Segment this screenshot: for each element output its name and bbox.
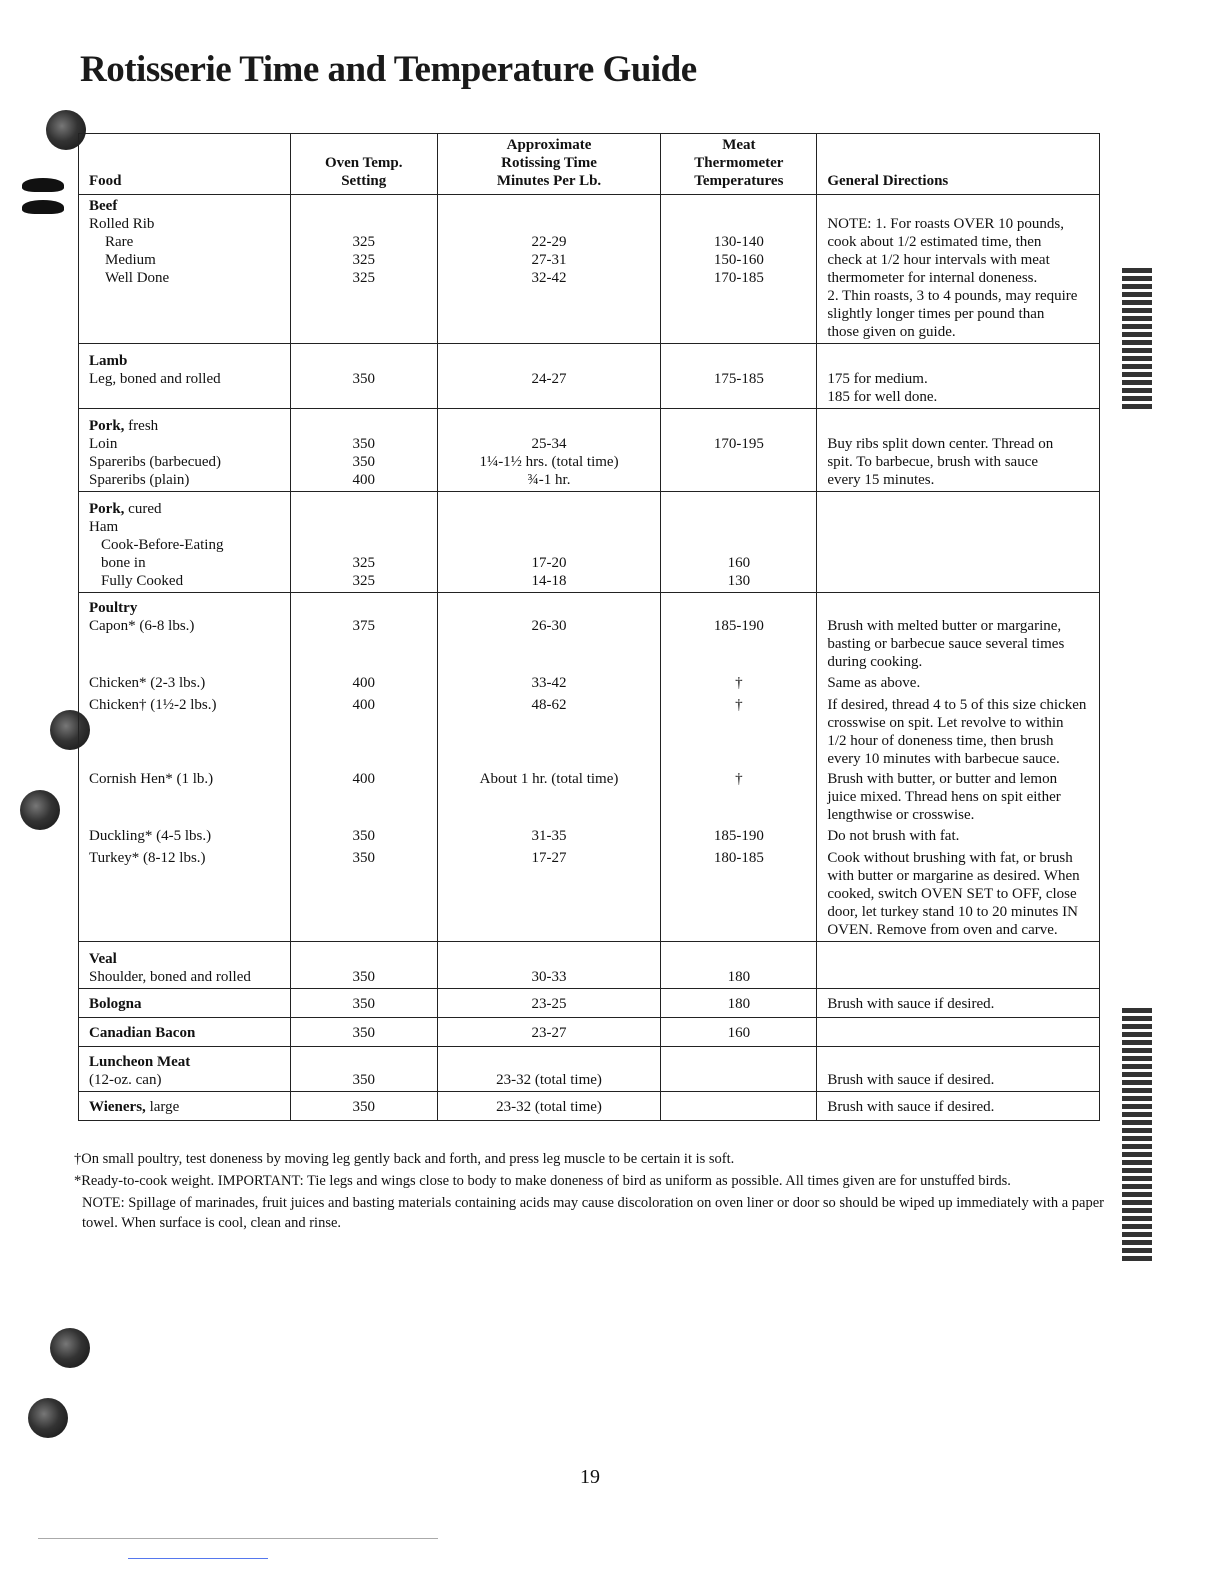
- table-row-wieners: Wieners, large 350 23-32 (total time) Brush with sauce if desired.: [79, 1092, 1100, 1121]
- food-item: Spareribs (barbecued): [89, 454, 222, 470]
- directions-cell: Brush with sauce if desired.: [817, 1047, 1100, 1092]
- food-cell: [79, 942, 291, 989]
- page-title: Rotisserie Time and Temperature Guide: [80, 49, 697, 90]
- food-item: Well Done: [105, 270, 170, 286]
- section-title: Veal: [89, 951, 117, 967]
- food-item: Capon* (6-8 lbs.): [89, 618, 195, 634]
- table-row-beef: [79, 195, 1100, 344]
- table-row-pork-cured: Pork, cured Ham Cook-Before-Eating bone in Fully Cooked 325 325 17-20 14-18 160 130: [79, 492, 1100, 593]
- food-item: Cornish Hen* (1 lb.): [89, 771, 214, 787]
- margin-scan-marks: [1122, 268, 1152, 412]
- food-item: Shoulder, boned and rolled: [89, 969, 251, 985]
- section-title: Pork, cured: [89, 501, 162, 517]
- directions-cell: Brush with sauce if desired.: [817, 1092, 1100, 1121]
- food-item: Loin: [89, 436, 118, 452]
- time-cell: 22-29 27-31 32-42: [437, 195, 661, 344]
- rotisserie-guide-table: [78, 133, 1100, 1121]
- section-title: Poultry: [89, 600, 138, 616]
- footnote-dagger: †On small poultry, test doneness by moving leg gently back and forth, and press leg muscle to be certain it is soft.: [74, 1151, 735, 1167]
- directions-cell: 175 for medium. 185 for well done.: [817, 344, 1100, 409]
- food-item: bone in: [101, 555, 146, 571]
- table-row-bologna: Bologna 350 23-25 180 Brush with sauce if desired.: [79, 989, 1100, 1018]
- directions-cell: Buy ribs split down center. Thread on spit. To barbecue, brush with sauce every 15 minutes.: [817, 409, 1100, 492]
- directions-cell: [817, 1018, 1100, 1047]
- header-meat-thermometer: Meat Thermometer Temperatures: [661, 134, 817, 195]
- divider: [128, 1558, 268, 1559]
- binder-hole-icon: [28, 1398, 68, 1438]
- table-row-lamb: Lamb Leg, boned and rolled 350 24-27 175-185 175 for medium. 185 for well done.: [79, 344, 1100, 409]
- food-item: Duckling* (4-5 lbs.): [89, 828, 212, 844]
- header-general-directions: General Directions: [817, 134, 1100, 195]
- section-title: Luncheon Meat: [89, 1054, 191, 1070]
- table-row-veal: Veal Shoulder, boned and rolled 350 30-33 180: [79, 942, 1100, 989]
- section-title: Pork, fresh: [89, 418, 159, 434]
- page-number: 19: [580, 1466, 600, 1488]
- section-title: Canadian Bacon: [79, 1018, 291, 1047]
- directions-cell: [817, 942, 1100, 989]
- section-title: Bologna: [79, 989, 291, 1018]
- directions-cell: NOTE: 1. For roasts OVER 10 pounds, cook about 1/2 estimated time, then check at 1/2 hour intervals with meat thermometer for internal doneness. 2. Thin roasts, 3 to 4 pounds, may require slightly longer times per pound than those given on guide.: [817, 195, 1100, 344]
- food-item: Rare: [105, 234, 134, 250]
- food-subtitle: Ham: [89, 519, 119, 535]
- divider: [38, 1538, 438, 1539]
- directions-cell: [817, 492, 1100, 593]
- section-title: Lamb: [89, 353, 128, 369]
- footnote-note: NOTE: Spillage of marinades, fruit juices and basting materials containing acids may cause discoloration on oven liner or door so should be wiped up immediately with a paper towel. When surface is cool, clean and rinse.: [82, 1195, 1104, 1231]
- table-row-poultry: Poultry Capon* (6-8 lbs.) Chicken* (2-3 lbs.) Chicken† (1½-2 lbs.) Cornish Hen* (1 lb.) Duckling* (4-5 lbs.) Turkey* (8-12 lbs.) 375 400 400 400 350 350 26-30 33-42 48-62 About 1 hr. (total time) 31-35 17-27 185-190 † † † 185-190 180-185 Brush with melted butter or margarine, basting or barbecue sauce several times during cooking. Same as above. If desired, thread 4 to 5 of this size chicken crosswise on spit. Let revolve to within 1/2 hour of doneness time, then brush every 10 minutes with barbecue sauce. Brush with butter, or butter and lemon juice mixed. Thread hens on spit either lengthwise or crosswise. Do not brush with fat. Cook without brushing with fat, or brush with butter or margarine as desired. When cooked, switch OVEN SET to OFF, close door, let turkey stand 10 to 20 minutes IN OVEN. Remove from oven and carve.: [79, 593, 1100, 942]
- food-subtitle: Cook-Before-Eating: [101, 537, 224, 553]
- directions-cell: Brush with sauce if desired.: [817, 989, 1100, 1018]
- footnote-star: *Ready-to-cook weight. IMPORTANT: Tie legs and wings close to body to make doneness of bird as uniform as possible. All times given are for unstuffed birds.: [74, 1173, 1011, 1189]
- table-row-canadian-bacon: Canadian Bacon 350 23-27 160: [79, 1018, 1100, 1047]
- food-cell: [79, 409, 291, 492]
- section-title: Beef: [89, 198, 118, 214]
- meat-temp-cell: 130-140 150-160 170-185: [661, 195, 817, 344]
- table-header-row: [79, 134, 1100, 195]
- food-subtitle: Rolled Rib: [89, 216, 155, 232]
- food-item: (12-oz. can): [89, 1072, 162, 1088]
- binder-tab-icon: [22, 178, 64, 192]
- food-item: Turkey* (8-12 lbs.): [89, 850, 206, 866]
- directions-cell: Brush with melted butter or margarine, basting or barbecue sauce several times during cooking. Same as above. If desired, thread 4 to 5 of this size chicken crosswise on spit. Let revolve to within 1/2 hour of doneness time, then brush every 10 minutes with barbecue sauce. Brush with butter, or butter and lemon juice mixed. Thread hens on spit either lengthwise or crosswise. Do not brush with fat. Cook without brushing with fat, or brush with butter or margarine as desired. When cooked, switch OVEN SET to OFF, close door, let turkey stand 10 to 20 minutes IN OVEN. Remove from oven and carve.: [817, 593, 1100, 942]
- margin-scan-marks: [1122, 1008, 1152, 1264]
- table-row-luncheon-meat: Luncheon Meat (12-oz. can) 350 23-32 (total time) Brush with sauce if desired.: [79, 1047, 1100, 1092]
- table-row-pork-fresh: Pork, fresh Loin Spareribs (barbecued) Spareribs (plain) 350 350 400 25-34 1¼-1½ hrs. (total time) ¾-1 hr. 170-195 Buy ribs split down center. Thread on spit. To barbecue, brush with sauce every 15 minutes.: [79, 409, 1100, 492]
- binder-hole-icon: [50, 1328, 90, 1368]
- food-cell: [79, 344, 291, 409]
- food-cell: [79, 195, 291, 344]
- food-cell: [79, 492, 291, 593]
- food-item: Medium: [105, 252, 156, 268]
- footnotes: [74, 1149, 1104, 1235]
- food-item: Chicken* (2-3 lbs.): [89, 675, 206, 691]
- food-item: Spareribs (plain): [89, 472, 190, 488]
- header-food: Food: [79, 134, 291, 195]
- food-cell: [79, 593, 291, 942]
- food-cell: [79, 1047, 291, 1092]
- section-title: Wieners, large: [79, 1092, 291, 1121]
- food-item: Leg, boned and rolled: [89, 371, 221, 387]
- oven-cell: 325 325 325: [290, 195, 437, 344]
- food-item: Fully Cooked: [101, 573, 184, 589]
- binder-hole-icon: [20, 790, 60, 830]
- binder-tab-icon: [22, 200, 64, 214]
- header-rotissing-time: Approximate Rotissing Time Minutes Per Lb.: [437, 134, 661, 195]
- food-item: Chicken† (1½-2 lbs.): [89, 697, 217, 713]
- header-oven-temp: Oven Temp. Setting: [290, 134, 437, 195]
